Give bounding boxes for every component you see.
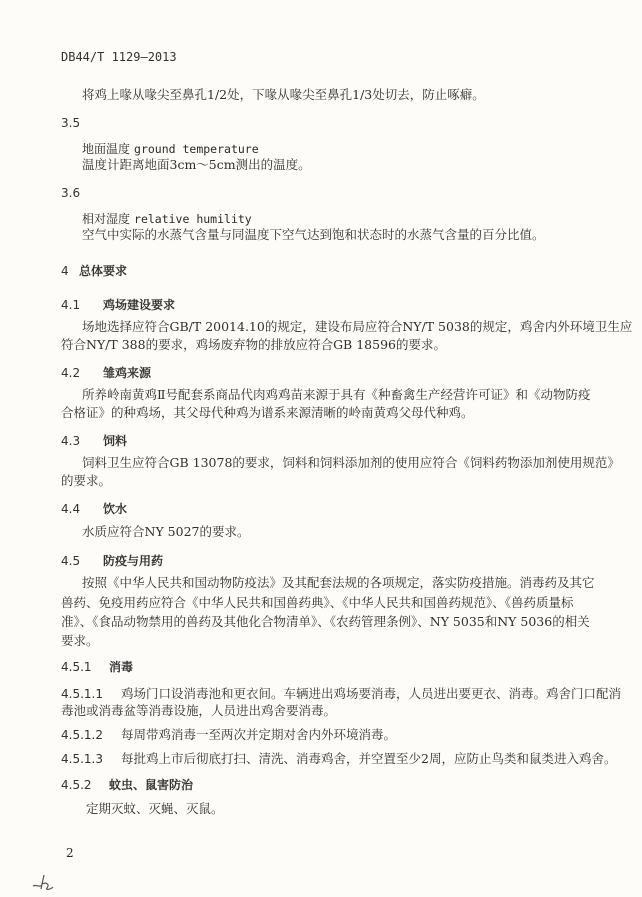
clause-title: 蚊虫、鼠害防治 <box>109 778 194 792</box>
clause-number <box>61 116 80 130</box>
paragraph-line: 每周带鸡消毒一至两次并定期对舍内外环境消毒。 <box>121 727 397 742</box>
clause-number: 4.4 <box>61 502 81 516</box>
clause-number: 4.1 <box>61 298 81 312</box>
standard-code: DB44/T 1129—2013 <box>61 50 177 64</box>
paragraph-line: 鸡场门口设消毒池和更衣间。车辆进出鸡场要消毒，人员进出要更衣、消毒。鸡舍门口配消 <box>121 686 622 701</box>
term-en: relative humility <box>134 212 252 226</box>
subclause-4-5-1-2 <box>61 725 396 743</box>
paragraph-line: 的要求。 <box>61 473 112 488</box>
paragraph-line: 毒池或消毒盆等消毒设施，人员进出鸡舍要消毒。 <box>61 703 337 718</box>
clause-title: 饲料 <box>103 434 128 448</box>
clause-number: 4.5.2 <box>61 778 92 792</box>
paragraph-line: 兽药、免疫用药应符合《中华人民共和国兽药典》、《中华人民共和国兽药规范》、《兽药质量标 <box>61 595 574 610</box>
paragraph-line: 场地选择应符合GB/T 20014.10的规定，建设布局应符合NY/T 5038的规定，鸡舍内外环境卫生应 <box>82 319 633 334</box>
section-heading <box>61 262 127 279</box>
clause-number: 4.5.1.3 <box>61 752 103 766</box>
clause-number: 4.3 <box>61 434 81 448</box>
clause-heading <box>61 776 193 793</box>
paragraph-line: 所养岭南黄鸡Ⅱ号配套系商品代肉鸡鸡苗来源于具有《种畜禽生产经营许可证》和《动物防疫 <box>82 387 591 402</box>
paragraph-line: 合格证》的种鸡场，其父母代种鸡为谱系来源清晰的岭南黄鸡父母代种鸡。 <box>61 405 474 420</box>
handwritten-mark-icon <box>30 872 56 892</box>
clause-title: 饮水 <box>103 502 128 516</box>
clause-number: 4.5.1 <box>61 660 92 674</box>
paragraph-line: 要求。 <box>61 633 99 648</box>
clause-title: 防疫与用药 <box>103 554 164 568</box>
paragraph-line: 按照《中华人民共和国动物防疫法》及其配套法规的各项规定，落实防疫措施。消毒药及其它 <box>82 575 595 590</box>
definition: 温度计距离地面3cm～5cm测出的温度。 <box>82 157 311 172</box>
term-cn: 地面温度 <box>82 142 131 156</box>
subclause-4-5-1-1 <box>61 684 621 702</box>
term-cn: 相对湿度 <box>82 212 131 226</box>
clause-title: 消毒 <box>109 660 134 674</box>
paragraph-line: 饲料卫生应符合GB 13078的要求，饲料和饲料添加剂的使用应符合《饲料药物添加剂使用规范》 <box>82 455 620 470</box>
term-relative-humidity <box>82 210 252 227</box>
paragraph-line: 定期灭蚊、灭蝇、灭鼠。 <box>86 801 224 816</box>
clause-heading <box>61 500 127 517</box>
clause-heading <box>61 364 151 381</box>
clause-title: 鸡场建设要求 <box>103 298 176 312</box>
term-ground-temperature <box>82 140 259 157</box>
clause-heading <box>61 658 133 675</box>
clause-heading <box>61 296 175 313</box>
subclause-4-5-1-3 <box>61 749 616 767</box>
clause-heading <box>61 552 163 569</box>
paragraph-line: 符合NY/T 388的要求，鸡场废弃物的排放应符合GB 18596的要求。 <box>61 337 446 352</box>
definition: 空气中实际的水蒸气含量与同温度下空气达到饱和状态时的水蒸气含量的百分比值。 <box>82 227 545 242</box>
section-number: 4 <box>61 264 69 278</box>
paragraph-line: 水质应符合NY 5027的要求。 <box>82 524 250 539</box>
paragraph-line: 准》、《食品动物禁用的兽药及其他化合物清单》、《农药管理条例》、NY 5035和NY 5036的相关 <box>61 614 590 629</box>
paragraph-line: 每批鸡上市后彻底打扫、清洗、消毒鸡舍，并空置至少2周，应防止鸟类和鼠类进入鸡舍。 <box>121 751 617 766</box>
clause-number: 4.5.1.1 <box>61 687 103 701</box>
clause-3-6-number: 3.6 <box>61 186 81 200</box>
clause-number: 4.5 <box>61 554 81 568</box>
paragraph: 将鸡上喙从喙尖至鼻孔1/2处，下喙从喙尖至鼻孔1/3处切去，防止啄癖。 <box>82 87 485 102</box>
clause-title: 雏鸡来源 <box>103 366 152 380</box>
term-en: ground temperature <box>134 142 259 156</box>
clause-heading <box>61 432 127 449</box>
section-title: 总体要求 <box>79 264 128 278</box>
clause-number <box>61 186 80 200</box>
clause-number: 4.5.1.2 <box>61 728 103 742</box>
clause-3-5-number: 3.5 <box>61 116 81 130</box>
page-number: 2 <box>66 846 74 860</box>
clause-number: 4.2 <box>61 366 81 380</box>
